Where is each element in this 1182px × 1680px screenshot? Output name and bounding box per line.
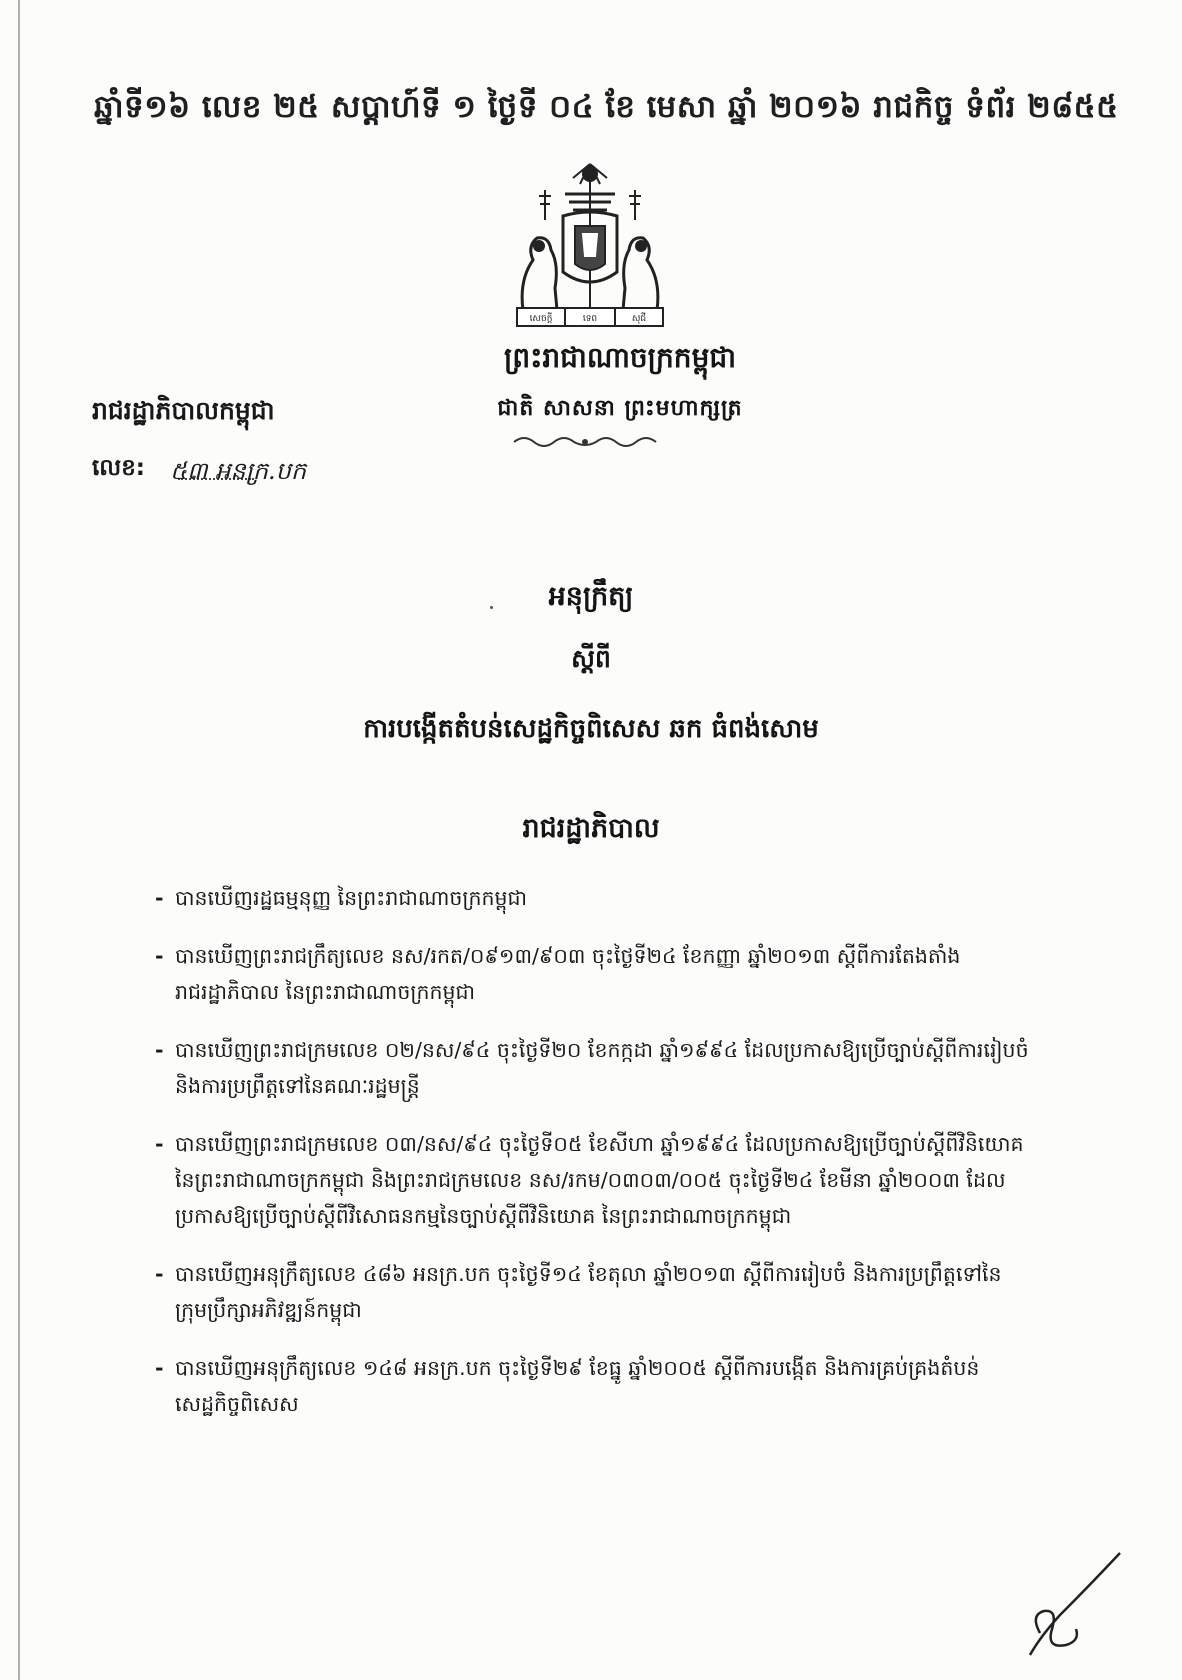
emblem-banner-center: ទេព [582,314,598,324]
body-heading: រាជរដ្ឋាភិបាល [522,813,660,844]
document-type: អនុក្រឹត្យ [548,581,634,612]
clause-item [155,1350,1025,1422]
clause-line: បានឃើញព្រះរាជក្រមលេខ ០៣/នស/៩៤ ចុះថ្ងៃទី០៥ ខែសីហា ឆ្នាំ១៩៩៤ ដែលប្រកាសឱ្យប្រើច្បាប់ស្តីពីវិនិយោគ [175,1132,1024,1156]
clause-line: សេដ្ឋកិច្ចពិសេស [175,1392,299,1416]
gazette-header: ឆ្នាំទី១៦ លេខ ២៥ សប្តាហ៍ទី ១ ថ្ងៃទី ០៤ ខែ មេសា ឆ្នាំ ២០១៦ រាជកិច្ច ទំព័រ ២៨៥៥ [94,89,1119,125]
document-subject: ការបង្កើតតំបន់សេដ្ឋកិច្ចពិសេស ឆក ធំពង់សោម [363,714,819,744]
clause-line: បានឃើញអនុក្រឹត្យលេខ ១៤៨ អនក្រ.បក ចុះថ្ងៃទី២៩ ខែធ្នូ ឆ្នាំ២០០៥ ស្តីពីការបង្កើត និងការគ្រប់គ្រងតំបន់ [175,1356,980,1380]
clause-line: បានឃើញព្រះរាជក្រឹត្យលេខ នស/រកត/០៩១៣/៩០៣ ចុះថ្ងៃទី២៤ ខែកញ្ញា ឆ្នាំ២០១៣ ស្តីពីការតែងតាំង [175,944,961,968]
clause-line: ក្រុមប្រឹក្សាអភិវឌ្ឍន៍កម្ពុជា [175,1298,362,1322]
reference-line [92,454,422,494]
clause-dash: - [155,1038,164,1062]
clause-dash: - [155,1262,164,1286]
clause-list [155,880,1029,1444]
clause-line: នៃព្រះរាជាណាចក្រកម្ពុជា និងព្រះរាជក្រមលេខ នស/រកម/០៣០៣/០០៥ ចុះថ្ងៃទី២៤ ខែមីនា ឆ្នាំ២០០៣ ដែល [175,1168,1006,1192]
ornament-divider-icon [510,432,660,452]
reference-label: លេខ: [92,455,145,481]
clause-line: រាជរដ្ឋាភិបាល នៃព្រះរាជាណាចក្រកម្ពុជា [175,980,476,1004]
clause-item [155,880,1025,916]
clause-line: និងការប្រព្រឹត្តទៅនៃគណៈរដ្ឋមន្ត្រី [175,1074,420,1098]
clause-item [155,1256,1025,1328]
clause-line: បានឃើញអនុក្រឹត្យលេខ ៤៨៦ អនក្រ.បក ចុះថ្ងៃទី១៤ ខែតុលា ឆ្នាំ២០១៣ ស្តីពីការរៀបចំ និងការប្រព្រឹត្តទៅនៃ [175,1262,1002,1286]
emblem-banner-right: សុជី [631,314,647,324]
clause-dash: - [155,1356,164,1380]
reference-number: ៥៣ អនក្រ.បក [170,457,307,485]
emblem-banner-left: សេចក្តី [529,314,553,324]
clause-item [155,1126,1025,1234]
subject-label: ស្តីពី [571,644,611,673]
scan-speck [490,606,493,609]
clause-dash: - [155,886,164,910]
kingdom-motto: ជាតិ សាសនា ព្រះមហាក្សត្រ [497,396,743,421]
clause-line: បានឃើញព្រះរាជក្រមលេខ ០២/នស/៩៤ ចុះថ្ងៃទី២០ ខែកក្កដា ឆ្នាំ១៩៩៤ ដែលប្រកាសឱ្យប្រើច្បាប់ស្តីពីការរៀបចំ [175,1038,1029,1062]
handwritten-initial-icon [1000,1545,1150,1660]
clause-item [155,938,1025,1010]
kingdom-title: ព្រះរាជាណាចក្រកម្ពុជា [503,341,736,374]
clause-dash: - [155,944,164,968]
royal-coat-of-arms-icon [505,160,675,330]
clause-line: បានឃើញរដ្ឋធម្មនុញ្ញ នៃព្រះរាជាណាចក្រកម្ពុជា [175,886,528,910]
clause-line: ប្រកាសឱ្យប្រើច្បាប់ស្តីពីវិសោធនកម្មនៃច្បាប់ស្តីពីវិនិយោគ នៃព្រះរាជាណាចក្រកម្ពុជា [175,1204,792,1228]
clause-dash: - [155,1132,164,1156]
issuer-name: រាជរដ្ឋាភិបាលកម្ពុជា [92,396,275,425]
clause-item [155,1032,1029,1104]
